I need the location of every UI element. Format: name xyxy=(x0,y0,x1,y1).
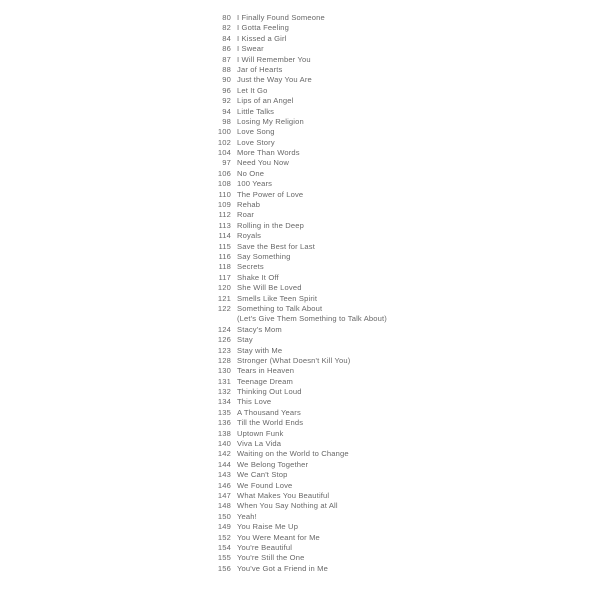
song-title: Say Something xyxy=(237,251,291,261)
song-list-item xyxy=(199,179,387,189)
song-list-item xyxy=(199,553,387,563)
song-page-number: 130 xyxy=(217,366,231,376)
song-list-item xyxy=(199,470,387,480)
song-page-number: 138 xyxy=(217,428,231,438)
song-page-number: 149 xyxy=(217,522,231,532)
song-title: No One xyxy=(237,168,265,178)
song-title: Love Song xyxy=(237,127,275,137)
song-list-item xyxy=(199,501,387,511)
song-list-item xyxy=(199,512,387,522)
song-title: You're Still the One xyxy=(237,553,305,563)
song-page-number: 117 xyxy=(218,272,231,282)
song-page-number: 87 xyxy=(222,54,231,64)
song-title: She Will Be Loved xyxy=(237,283,302,293)
song-list-item xyxy=(199,491,387,501)
song-list-item xyxy=(199,221,387,231)
song-page-number: 80 xyxy=(222,13,231,22)
song-list-item xyxy=(199,356,387,366)
song-page-number: 118 xyxy=(218,262,231,272)
song-list-item xyxy=(199,34,387,44)
song-title: Smells Like Teen Spirit xyxy=(237,293,318,303)
song-title: Something to Talk About xyxy=(237,303,323,313)
song-page-number: 131 xyxy=(217,376,231,386)
song-list-item xyxy=(199,346,387,356)
song-page-number: 113 xyxy=(218,220,231,230)
song-title: Teenage Dream xyxy=(237,376,293,386)
song-title: Roar xyxy=(237,210,255,220)
song-list-item xyxy=(199,117,387,127)
song-list-item xyxy=(199,96,387,106)
song-page-number: 156 xyxy=(217,563,231,573)
song-index-list xyxy=(199,13,387,574)
song-page-number: 146 xyxy=(217,480,231,490)
song-list-item xyxy=(199,418,387,428)
song-title: Jar of Hearts xyxy=(237,64,283,74)
song-list-item xyxy=(199,397,387,407)
song-page-number: 92 xyxy=(222,96,231,106)
song-list-item xyxy=(199,294,387,304)
song-page-number: 152 xyxy=(217,532,231,542)
song-list-item xyxy=(199,200,387,210)
song-title: I Swear xyxy=(237,44,264,54)
song-title: You've Got a Friend in Me xyxy=(237,563,329,573)
song-list-item xyxy=(199,55,387,65)
song-page-number: 82 xyxy=(222,23,231,33)
song-page-number: 88 xyxy=(222,64,231,74)
song-list-item xyxy=(199,460,387,470)
song-page-number: 114 xyxy=(218,231,231,241)
song-page-number: 96 xyxy=(222,85,231,95)
song-title: (Let's Give Them Something to Talk About) xyxy=(237,314,387,324)
song-list-item xyxy=(199,283,387,293)
song-page-number: 147 xyxy=(217,490,231,500)
song-title: We Can't Stop xyxy=(237,470,288,480)
song-page-number: 109 xyxy=(217,200,231,210)
song-title: Tears in Heaven xyxy=(237,366,295,376)
song-list-item xyxy=(199,522,387,532)
song-title: When You Say Nothing at All xyxy=(237,501,338,511)
song-page-number: 90 xyxy=(222,75,231,85)
song-page-number: 110 xyxy=(218,189,231,199)
song-title: Lips of an Angel xyxy=(237,96,294,106)
song-title: You Raise Me Up xyxy=(237,522,299,532)
song-page-number: 112 xyxy=(218,210,231,220)
song-list-item xyxy=(199,449,387,459)
song-page-number: 144 xyxy=(217,459,231,469)
song-title: Royals xyxy=(237,231,262,241)
song-title: I Gotta Feeling xyxy=(237,23,290,33)
song-list-item xyxy=(199,138,387,148)
song-page-number: 124 xyxy=(217,324,231,334)
song-title: Stronger (What Doesn't Kill You) xyxy=(237,355,351,365)
song-page-number: 104 xyxy=(217,148,231,158)
song-page-number: 121 xyxy=(217,293,231,303)
song-list-item xyxy=(199,107,387,117)
song-page-number: 142 xyxy=(217,449,231,459)
song-list-item xyxy=(199,210,387,220)
song-page-number: 132 xyxy=(217,387,231,397)
song-title: I Finally Found Someone xyxy=(237,13,325,22)
song-title: Little Talks xyxy=(237,106,275,116)
song-page-number: 97 xyxy=(222,158,231,168)
song-list-item xyxy=(199,65,387,75)
song-title: The Power of Love xyxy=(237,189,304,199)
song-page-number: 140 xyxy=(217,439,231,449)
song-list-item xyxy=(199,44,387,54)
song-title: We Found Love xyxy=(237,480,293,490)
song-list-item xyxy=(199,481,387,491)
song-title: Let It Go xyxy=(237,85,268,95)
song-title: Yeah! xyxy=(237,511,257,521)
song-page-number: 126 xyxy=(217,335,231,345)
song-title: Need You Now xyxy=(237,158,290,168)
song-list-item xyxy=(199,387,387,397)
song-title: Viva La Vida xyxy=(237,439,282,449)
song-list-item xyxy=(199,314,387,324)
song-page-number: 100 xyxy=(217,127,231,137)
song-list-item xyxy=(199,75,387,85)
song-page-number: 98 xyxy=(222,116,231,126)
song-list-item xyxy=(199,439,387,449)
song-page-number: 115 xyxy=(218,241,231,251)
song-page-number: 136 xyxy=(217,418,231,428)
song-list-item xyxy=(199,23,387,33)
song-page-number: 123 xyxy=(217,345,231,355)
song-list-item xyxy=(199,429,387,439)
song-title: Just the Way You Are xyxy=(237,75,312,85)
song-title: More Than Words xyxy=(237,148,300,158)
song-title: Stay with Me xyxy=(237,345,283,355)
song-title: I Will Remember You xyxy=(237,54,311,64)
song-title: This Love xyxy=(237,397,272,407)
song-list-item xyxy=(199,148,387,158)
song-title: Waiting on the World to Change xyxy=(237,449,349,459)
song-page-number: 135 xyxy=(217,407,231,417)
song-list-item xyxy=(199,335,387,345)
song-list-item xyxy=(199,304,387,314)
song-list-item xyxy=(199,377,387,387)
song-title: Shake It Off xyxy=(237,272,279,282)
song-page-number: 108 xyxy=(217,179,231,189)
song-list-item xyxy=(199,262,387,272)
song-title: Stay xyxy=(237,335,253,345)
song-page-number: 150 xyxy=(217,511,231,521)
song-page-number: 116 xyxy=(218,251,231,261)
song-title: Till the World Ends xyxy=(237,418,304,428)
song-page-number: 155 xyxy=(217,553,231,563)
song-page-number: 102 xyxy=(217,137,231,147)
song-list-item xyxy=(199,13,387,23)
song-title: You Were Meant for Me xyxy=(237,532,320,542)
song-list-item xyxy=(199,325,387,335)
song-list-item xyxy=(199,231,387,241)
song-title: What Makes You Beautiful xyxy=(237,490,330,500)
song-page-number: 128 xyxy=(217,355,231,365)
song-title: Save the Best for Last xyxy=(237,241,316,251)
song-list-item xyxy=(199,190,387,200)
song-list-item xyxy=(199,533,387,543)
song-list-item xyxy=(199,252,387,262)
song-title: Secrets xyxy=(237,262,264,272)
song-page-number: 134 xyxy=(217,397,231,407)
song-page-number: 154 xyxy=(217,542,231,552)
song-page-number: 106 xyxy=(217,168,231,178)
song-title: Stacy's Mom xyxy=(237,324,282,334)
song-list-item xyxy=(199,86,387,96)
song-title: Uptown Funk xyxy=(237,428,284,438)
song-title: A Thousand Years xyxy=(237,407,301,417)
song-list-item xyxy=(199,169,387,179)
song-title: Thinking Out Loud xyxy=(237,387,302,397)
song-list-item xyxy=(199,543,387,553)
song-title: You're Beautiful xyxy=(237,542,293,552)
song-page-number: 84 xyxy=(222,33,231,43)
song-page-number: 120 xyxy=(217,283,231,293)
song-page-number: 94 xyxy=(222,106,231,116)
song-page-number: 148 xyxy=(217,501,231,511)
song-title: Rolling in the Deep xyxy=(237,220,305,230)
song-title: Love Story xyxy=(237,137,275,147)
song-page-number: 143 xyxy=(217,470,231,480)
song-title: We Belong Together xyxy=(237,459,309,469)
song-page-number: 122 xyxy=(217,303,231,313)
song-title: Losing My Religion xyxy=(237,116,304,126)
song-list-item xyxy=(199,564,387,574)
song-list-item xyxy=(199,242,387,252)
song-list-item xyxy=(199,366,387,376)
song-list-item xyxy=(199,158,387,168)
song-title: I Kissed a Girl xyxy=(237,33,287,43)
song-list-item xyxy=(199,127,387,137)
song-title: 100 Years xyxy=(237,179,273,189)
song-title: Rehab xyxy=(237,200,261,210)
song-list-item xyxy=(199,273,387,283)
song-list-item xyxy=(199,408,387,418)
song-page-number: 86 xyxy=(222,44,231,54)
